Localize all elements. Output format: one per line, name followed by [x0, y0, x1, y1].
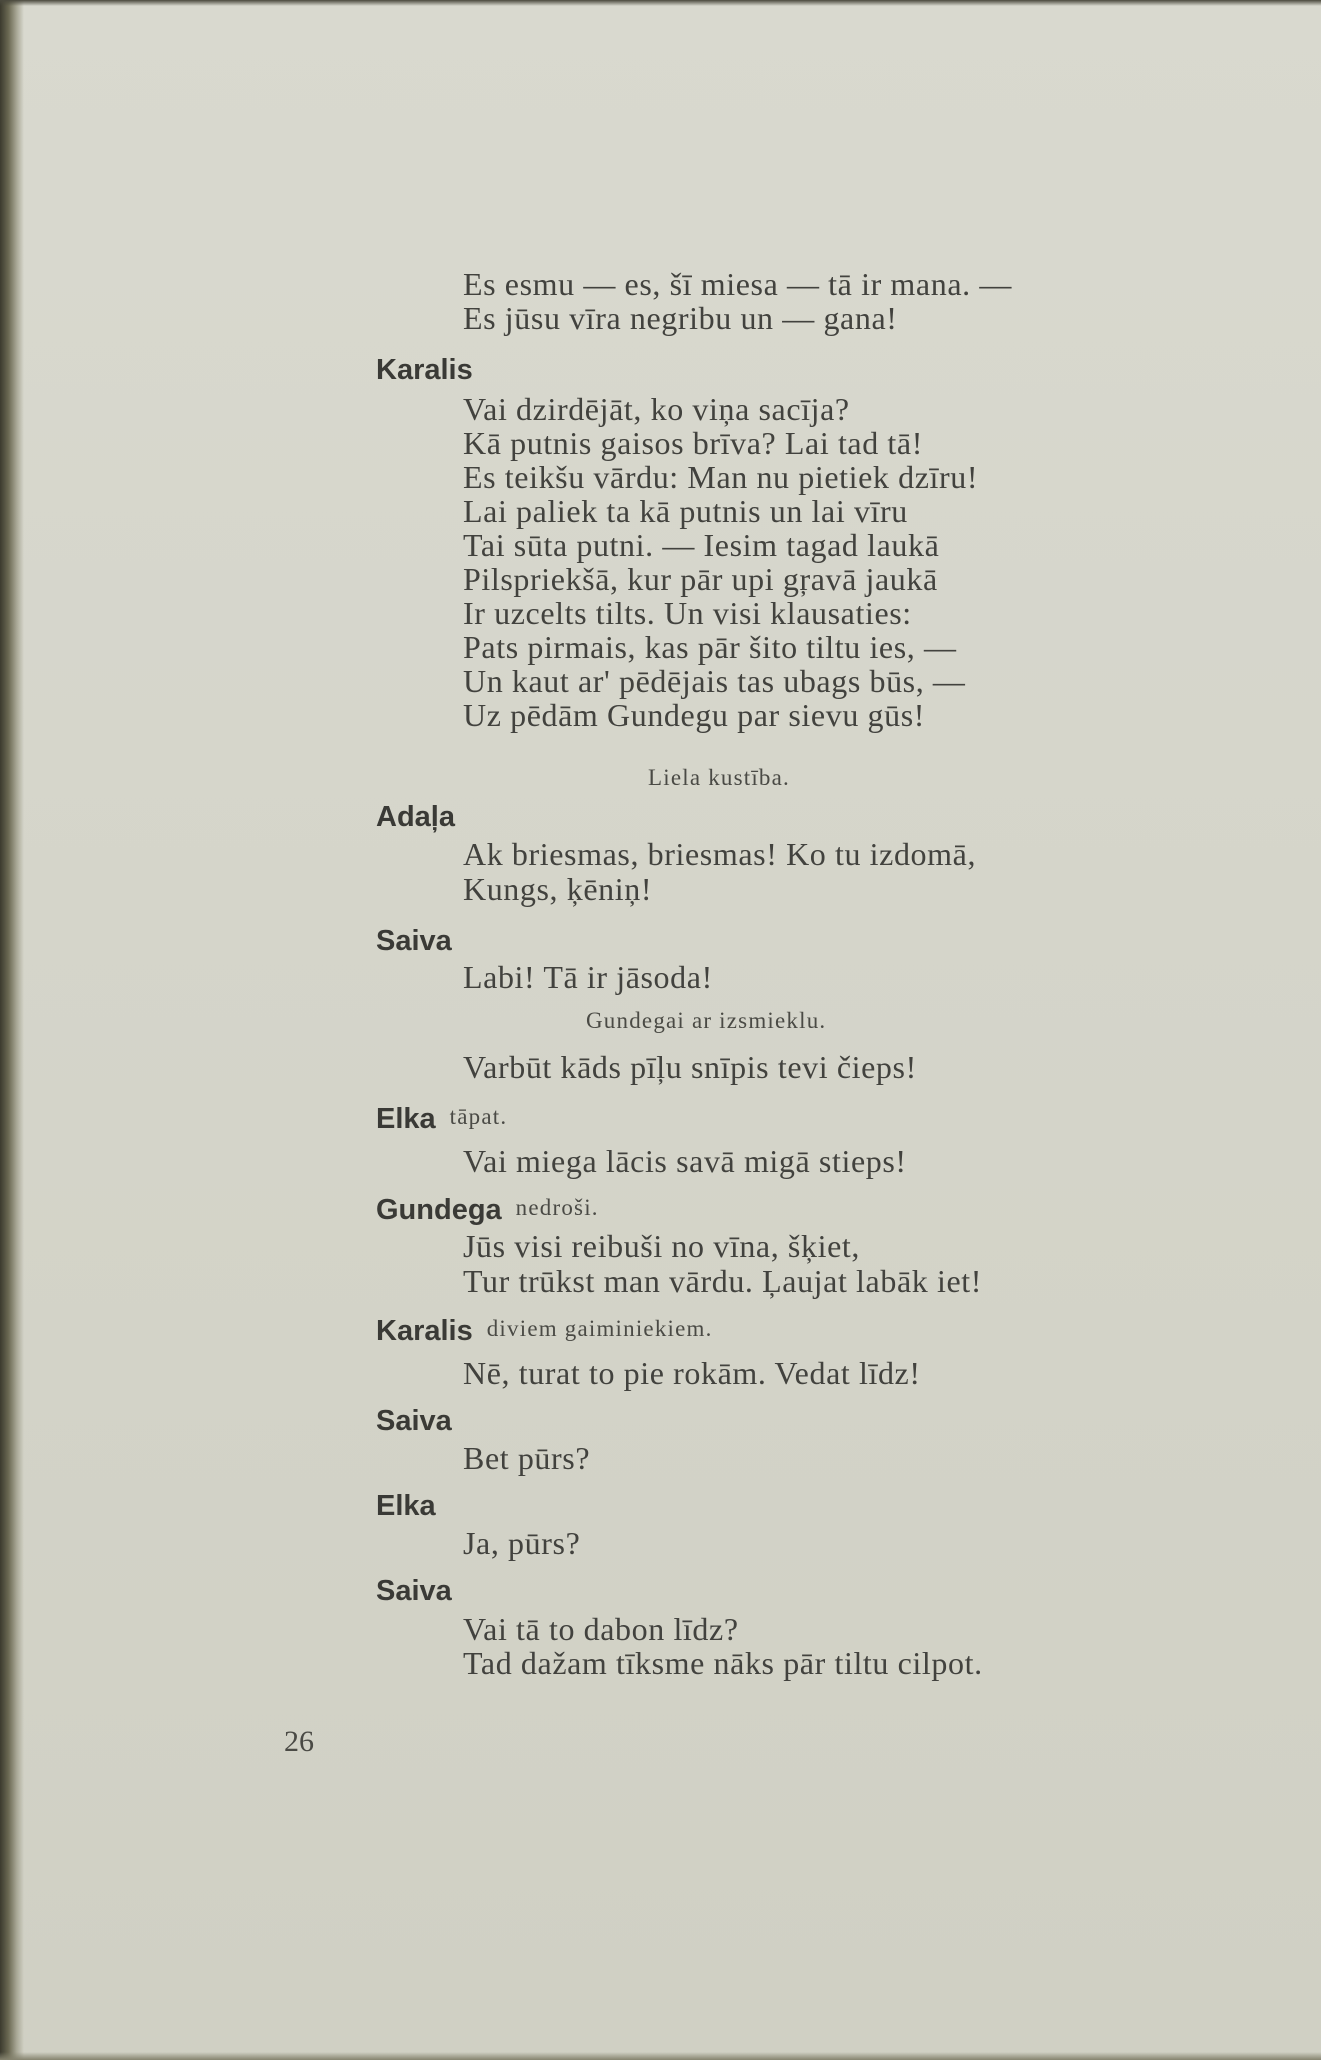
verse-line: Tur trūkst man vārdu. Ļaujat labāk iet!: [463, 1263, 982, 1299]
stage-direction: nedroši.: [515, 1195, 599, 1220]
speaker-name: Gundega: [376, 1194, 502, 1226]
verse-line: Jūs visi reibuši no vīna, šķiet,: [463, 1228, 860, 1264]
verse-line: Es esmu — es, šī miesa — tā ir mana. —: [463, 266, 1012, 302]
speaker-heading: [376, 1313, 713, 1347]
verse-line: Kungs, ķēniņ!: [463, 871, 653, 907]
speaker-name: Saiva: [376, 1405, 452, 1437]
verse-line: Vai dzirdējāt, ko viņa sacīja?: [463, 391, 850, 427]
verse-line: Es jūsu vīra negribu un — gana!: [463, 300, 898, 336]
speaker-heading: [376, 1575, 452, 1607]
speaker-name: Elka: [376, 1490, 436, 1522]
stage-direction: diviem gaiminiekiem.: [486, 1316, 713, 1341]
page-top-edge: [0, 0, 1321, 6]
verse-line: Ir uzcelts tilts. Un visi klausaties:: [463, 595, 912, 631]
page-binding-edge: [0, 0, 24, 2060]
speaker-heading: [376, 1101, 507, 1135]
verse-line: Vai tā to dabon līdz?: [463, 1611, 739, 1647]
verse-line: Vai miega lācis savā migā stieps!: [463, 1143, 907, 1179]
speaker-heading: [376, 801, 455, 833]
verse-line: Es teikšu vārdu: Man nu pietiek dzīru!: [463, 459, 979, 495]
page-number: 26: [284, 1725, 314, 1758]
speaker-heading: [376, 1192, 599, 1226]
stage-direction: Liela kustība.: [648, 765, 790, 790]
speaker-heading: [376, 354, 473, 386]
speaker-name: Karalis: [376, 354, 473, 386]
verse-line: Ja, pūrs?: [463, 1525, 581, 1561]
verse-line: Varbūt kāds pīļu snīpis tevi čieps!: [463, 1049, 917, 1085]
verse-line: Pilspriekšā, kur pār upi gŗavā jaukā: [463, 561, 938, 597]
speaker-name: Saiva: [376, 1575, 452, 1607]
speaker-heading: [376, 1490, 436, 1522]
verse-line: Pats pirmais, kas pār šito tiltu ies, —: [463, 629, 957, 665]
speaker-name: Elka: [376, 1103, 436, 1135]
page-bottom-edge: [0, 2052, 1321, 2060]
speaker-name: Saiva: [376, 925, 452, 957]
speaker-heading: [376, 1405, 452, 1437]
stage-direction: tāpat.: [449, 1104, 508, 1129]
stage-direction: Gundegai ar izsmieklu.: [586, 1008, 827, 1033]
verse-line: Bet pūrs?: [463, 1440, 591, 1476]
verse-line: Tai sūta putni. — Iesim tagad laukā: [463, 527, 940, 563]
verse-line: Labi! Tā ir jāsoda!: [463, 959, 713, 995]
speaker-name: Adaļa: [376, 801, 455, 833]
verse-line: Lai paliek ta kā putnis un lai vīru: [463, 493, 908, 529]
verse-line: Ak briesmas, briesmas! Ko tu izdomā,: [463, 836, 977, 872]
verse-line: Uz pēdām Gundegu par sievu gūs!: [463, 697, 926, 733]
speaker-heading: [376, 925, 452, 957]
verse-line: Tad dažam tīksme nāks pār tiltu cilpot.: [463, 1645, 983, 1681]
verse-line: Kā putnis gaisos brīva? Lai tad tā!: [463, 425, 923, 461]
verse-line: Nē, turat to pie rokām. Vedat līdz!: [463, 1355, 921, 1391]
verse-line: Un kaut ar' pēdējais tas ubags būs, —: [463, 663, 966, 699]
speaker-name: Karalis: [376, 1315, 473, 1347]
